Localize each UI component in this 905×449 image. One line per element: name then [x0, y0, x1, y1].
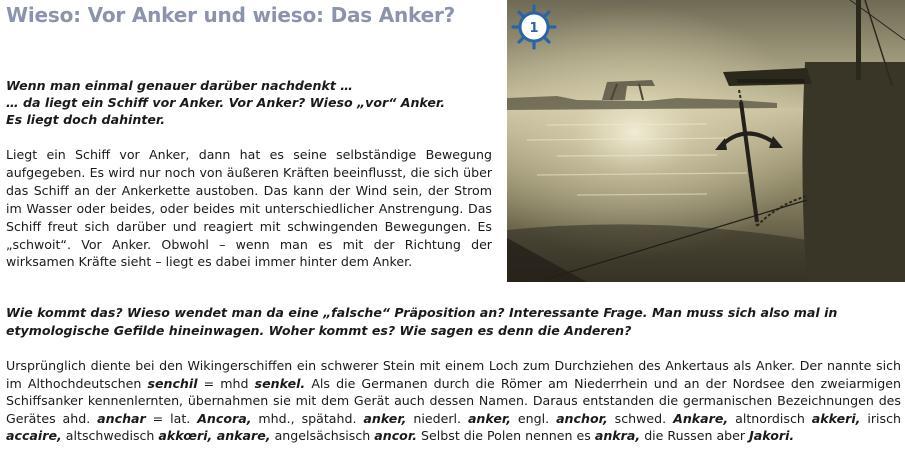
- lead-line: Wenn man einmal genauer darüber nachdenkt …: [6, 78, 353, 93]
- harbor-anchor-photo: [507, 0, 905, 282]
- paragraph-etymology: Ursprünglich diente bei den Wikingerschiffen ein schwerer Stein mit einem Loch zum Durchziehen des Ankertaus als Anker. Der nannte sich im Althochdeutschen senchil = mhd senkel. Als die Germanen durch die Römer am Niederrhein und an der Nordsee den zweiarmigen Schiffsanker kennenlernten, übernahmen sie mit dem Gerät auch dessen Namen. Daraus entstanden die germanischen Bezeichnungen des Gerätes ahd. anchar = lat. Ancora, mhd., spätahd. anker, niederl. anker, engl. anchor, schwed. Ankare, altnordisch akkeri, irisch accaire, altschwedisch akkœri, ankare, angelsächsisch ancor. Selbst die Polen nennen es ankra, die Russen aber Jakori.: [6, 358, 901, 444]
- badge-number: 1: [529, 21, 539, 36]
- lead-text: [6, 77, 496, 128]
- ship-wheel-badge: [511, 4, 557, 50]
- question-paragraph: Wie kommt das? Wieso wendet man da eine „falsche“ Präposition an? Interessante Frage. Man muss sich also mal in etymologische Gefilde hineinwagen. Woher kommt es? Wie sagen es denn die Anderen?: [6, 305, 838, 338]
- lead-line: … da liegt ein Schiff vor Anker. Vor Anker? Wieso „vor“ Anker.: [6, 95, 446, 110]
- lead-line: Es liegt doch dahinter.: [6, 112, 166, 127]
- ship-wheel-icon: [511, 4, 557, 50]
- paragraph-anchor-intro: Liegt ein Schiff vor Anker, dann hat es seine selbständige Bewegung aufgegeben. Es wird nur noch von äußeren Kräften beeinflusst, die sich über das Schiff an der Ankerkette austoben. Das kann der Wind sein, der Strom im Wasser oder beides, oder beides mit unterschiedlicher Anstrengung. Das Schiff freut sich darüber und reagiert mit schwingenden Bewegungen. Es „schwoit“. Vor Anker. Obwohl – wenn man es mit der Richtung der wirksamen Kräfte sieht – liegt es dabei immer hinter dem Anker.: [6, 147, 492, 270]
- page-title: Wieso: Vor Anker und wieso: Das Anker?: [6, 3, 456, 27]
